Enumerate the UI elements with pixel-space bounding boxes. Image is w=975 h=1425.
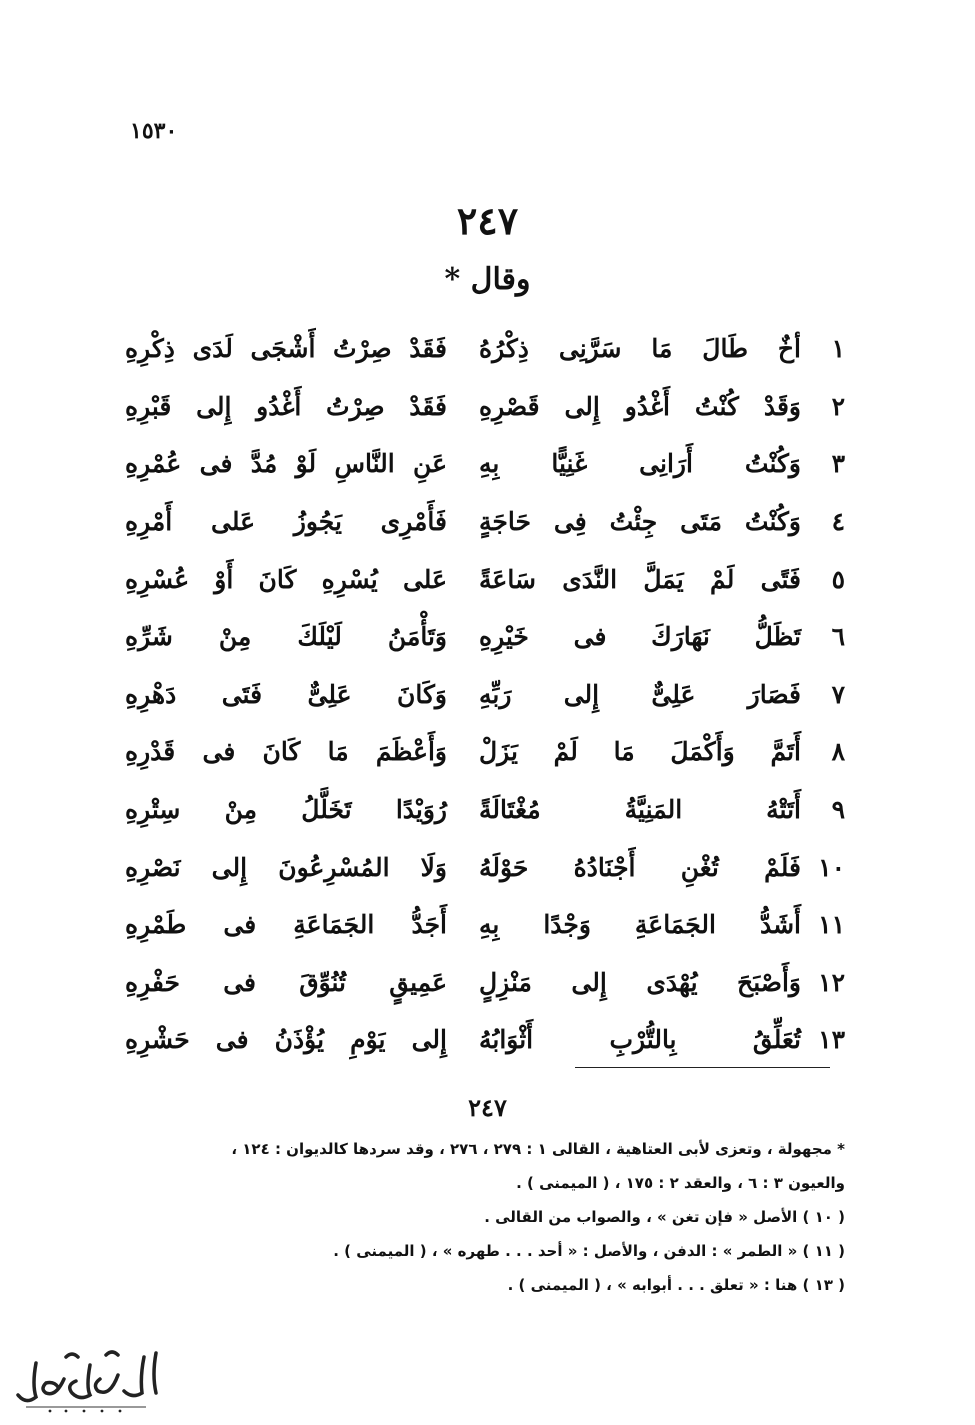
verse-first-hemistich: أَشَدُّ الجَمَاعَةِ وَجْدًا بِهِ (479, 910, 801, 940)
verse-4 (125, 493, 845, 551)
verse-first-hemistich: أَتَمَّ وَأَكْمَلَ مَا لَمْ يَزَلْ (479, 737, 801, 767)
verse-second-hemistich: وَكَانَ عَلِىٌّ فَتَى دَهْرِهِ (125, 679, 447, 709)
verse-second-hemistich: وَتَأْمَنُ لَيْلَكَ مِنْ شَرِّهِ (125, 622, 447, 652)
footnotes (120, 1132, 845, 1302)
verse-first-hemistich: وَكُنْتُ مَتَى جِئْتُ فِى حَاجَةٍ (479, 507, 801, 537)
verse-first-hemistich: تَظَلُّ نَهَارَكَ فى خَيْرِهِ (479, 622, 801, 652)
verse-3 (125, 435, 845, 493)
verse-second-hemistich: فَقَدْ صِرْتُ أَشْجَى لَدَى ذِكْرِهِ (125, 334, 447, 364)
footnote-line: ( ١١ ) « الطمر » : الدفن ، والأصل : « أحد . . . طهره » ، ( الميمنى ) . (333, 1242, 845, 1260)
footnote-line: ( ١٠ ) الأصل « فإن تغن » ، والصواب من القالى . (484, 1208, 845, 1226)
poem-number: ٢٤٧ (456, 198, 519, 243)
verse-8 (125, 723, 845, 781)
verse-number: ٩ (831, 795, 845, 825)
verse-number: ٣ (831, 449, 845, 479)
verse-number: ١١ (818, 910, 845, 940)
poem-verses (125, 320, 845, 1069)
page-number: ١٥٣٠ (130, 118, 178, 144)
verse-number: ٧ (831, 679, 845, 709)
verse-first-hemistich: وَكُنْتُ أَرَانِى غَنِيًّا بِهِ (479, 449, 801, 479)
notes-poem-number: ٢٤٧ (468, 1093, 507, 1122)
verse-12 (125, 954, 845, 1012)
library-seal-watermark (6, 1335, 166, 1415)
verse-first-hemistich: فَتًى لَمْ يَمَلَّ النَّدَى سَاعَةً (479, 564, 801, 594)
verse-number: ١٢ (818, 967, 845, 997)
verse-second-hemistich: عَنِ النَّاسِ لَوْ مُدَّ فى عُمْرِهِ (125, 449, 447, 479)
verse-second-hemistich: فَأَمْرِى يَجُوزُ عَلى أَمْرِهِ (125, 507, 447, 537)
verse-first-hemistich: تُعَلِّقُ بِالتُّرْبِ أَثْوَابُهُ (479, 1025, 801, 1055)
verse-second-hemistich: رُوَيْدًا تَخَلَّلُ مِنْ سِتْرِهِ (125, 795, 447, 825)
footnote-line: * مجهولة ، وتعزى لأبى العتاهية ، القالى ١ : ٢٧٩ ، ٢٧٦ ، وقد سردها كالديوان : ١٢٤ ، (231, 1140, 845, 1158)
verse-first-hemistich: فَلَمْ تُغْنِ أَجْنَادُهُ حَوْلَهُ (479, 852, 801, 882)
verse-first-hemistich: فَصَارَ عَلِىٌّ إِلى رَبِّهِ (479, 679, 801, 709)
verse-11 (125, 896, 845, 954)
verse-first-hemistich: أخٌ طَالَ مَا سَرَّنِى ذِكْرُهُ (479, 334, 801, 364)
verse-number: ٤ (831, 507, 845, 537)
footnote-line: ( ١٣ ) هنا : « تعلق . . . أبوابه » ، ( الميمنى ) . (507, 1276, 845, 1294)
verse-second-hemistich: فَقَدْ صِرْتُ أَغْدُو إِلى قَبْرِهِ (125, 391, 447, 421)
verse-number: ٦ (831, 622, 845, 652)
verse-5 (125, 550, 845, 608)
footnote-separator-rule (575, 1067, 830, 1068)
verse-first-hemistich: وَأَصْبَحَ يُهْدَى إِلى مَنْزِلٍ (479, 967, 801, 997)
verse-number: ٢ (831, 391, 845, 421)
verse-number: ١ (831, 334, 845, 364)
verse-1 (125, 320, 845, 378)
verse-10 (125, 838, 845, 896)
verse-number: ٨ (831, 737, 845, 767)
poem-heading: وقال * (444, 262, 531, 297)
verse-13 (125, 1011, 845, 1069)
verse-second-hemistich: عَلى يُسْرِهِ كَانَ أَوْ عُسْرِهِ (125, 564, 447, 594)
verse-number: ١٣ (818, 1025, 845, 1055)
verse-second-hemistich: عَمِيقٍ تُنُوِّقَ فى حَفْرِهِ (125, 967, 447, 997)
verse-9 (125, 781, 845, 839)
verse-7 (125, 666, 845, 724)
verse-second-hemistich: إِلى يَوْمِ يُؤْذَنُ فى حَشْرِهِ (125, 1025, 447, 1055)
verse-second-hemistich: وَلَا المُسْرِعُونَ إِلى نَصْرِهِ (125, 852, 447, 882)
verse-number: ١٠ (818, 852, 845, 882)
verse-first-hemistich: وَقَدْ كُنْتُ أَغْدُو إِلى قَصْرِهِ (479, 391, 801, 421)
verse-number: ٥ (831, 564, 845, 594)
verse-second-hemistich: وَأَعْظَمَ مَا كَانَ فى قَدْرِهِ (125, 737, 447, 767)
footnote-line: والعيون ٣ : ٦ ، والعقد ٢ : ١٧٥ ، ( الميمنى ) . (516, 1174, 845, 1192)
verse-2 (125, 378, 845, 436)
verse-6 (125, 608, 845, 666)
verse-first-hemistich: أَتَتْهُ المَنِيَّةُ مُغْتَالَةً (479, 795, 801, 825)
verse-second-hemistich: أَجَدُّ الجَمَاعَةِ فى طَمْرِهِ (125, 910, 447, 940)
